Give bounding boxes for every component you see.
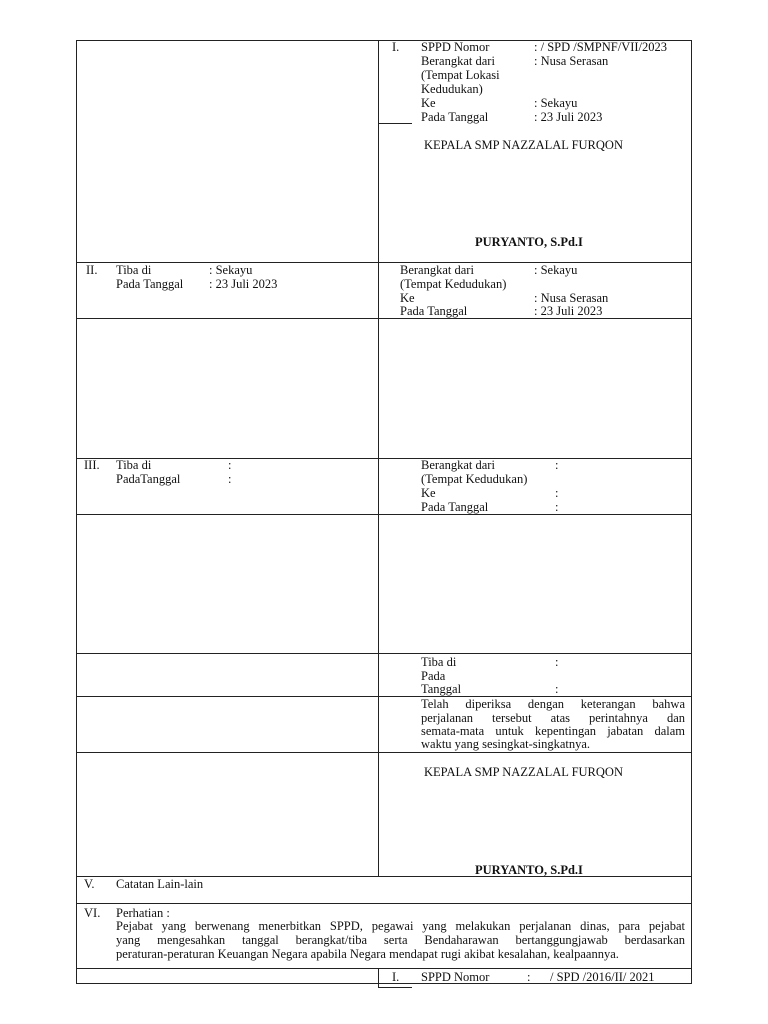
sec1-label-date: Pada Tanggal xyxy=(421,110,489,124)
sec2-label-date: Pada Tanggal xyxy=(116,277,184,291)
sec2-label-to: Ke xyxy=(400,291,415,305)
sec1-value-to: : Sekayu xyxy=(534,96,578,110)
sec3-label-arrive: Tiba di xyxy=(116,458,152,472)
sec6-line-1: Pejabat yang berwenang menerbitkan SPPD, pegawai yang melakukan perjalanan dinas, para pejabat xyxy=(116,919,685,933)
sec4-statement-line-3: semata-mata untuk kepentingan jabatan dalam xyxy=(421,724,685,738)
sec1-roman: I. xyxy=(392,40,400,54)
next-value: / SPD /2016/II/ 2021 xyxy=(550,970,655,984)
rule-sec1-label-underline xyxy=(378,123,412,124)
sec1-label-domicile: Kedudukan) xyxy=(421,82,483,96)
sec4-statement-line-1: Telah diperiksa dengan keterangan bahwa xyxy=(421,697,685,711)
sec2-label-depart-date: Pada Tanggal xyxy=(400,304,468,318)
sec5-roman: V. xyxy=(84,877,95,891)
sec4-statement-line-4: waktu yang sesingkat-singkatnya. xyxy=(421,737,591,751)
sec4-value-date: : xyxy=(555,682,559,696)
sec3-label-place: (Tempat Kedudukan) xyxy=(421,472,528,486)
sec2-value-depart-date: : 23 Juli 2023 xyxy=(534,304,603,318)
sec6-roman: VI. xyxy=(84,906,101,920)
sec2-label-arrive: Tiba di xyxy=(116,263,152,277)
sec2-value-arrive: : Sekayu xyxy=(209,263,253,277)
sec3-label-depart-date: Pada Tanggal xyxy=(421,500,489,514)
sec4-label-arrive: Tiba di xyxy=(421,655,457,669)
rule-left xyxy=(76,40,77,984)
rule-sec2-body xyxy=(76,318,692,319)
sec1-signer-name: PURYANTO, S.Pd.I xyxy=(475,235,583,249)
rule-sec3-body xyxy=(76,514,692,515)
sec2-value-depart: : Sekayu xyxy=(534,263,578,277)
sec3-label-depart: Berangkat dari xyxy=(421,458,495,472)
rule-middle-upper xyxy=(378,40,379,876)
sec1-label-to: Ke xyxy=(421,96,436,110)
sec1-value-from: : Nusa Serasan xyxy=(534,54,609,68)
sec2-value-date: : 23 Juli 2023 xyxy=(209,277,278,291)
sec1-label-from: Berangkat dari xyxy=(421,54,495,68)
sec4-statement-line-2: perjalanan tersebut atas perintahnya dan xyxy=(421,711,685,725)
sec4-label-date: Tanggal xyxy=(421,682,462,696)
sec6-line-2: yang mengesahkan tanggal berangkat/tiba serta Bendaharawan bertanggungjawab berdasarkan xyxy=(116,933,685,947)
rule-sec4-sign xyxy=(76,752,692,753)
sec4-value-arrive: : xyxy=(555,655,559,669)
rule-right xyxy=(691,40,692,984)
sec2-label-depart: Berangkat dari xyxy=(400,263,474,277)
next-colon: : xyxy=(527,970,531,984)
sec1-value-date: : 23 Juli 2023 xyxy=(534,110,603,124)
rule-sec4-top xyxy=(76,653,692,654)
sec4-signer-name: PURYANTO, S.Pd.I xyxy=(475,863,583,877)
next-roman: I. xyxy=(392,970,400,984)
sec1-value-number: : / SPD /SMPNF/VII/2023 xyxy=(534,40,668,54)
rule-sec6-bottom xyxy=(76,968,692,969)
next-label: SPPD Nomor xyxy=(421,970,490,984)
rule-sec3-top xyxy=(76,458,692,459)
rule-sec6-top xyxy=(76,903,692,904)
rule-next-underline xyxy=(378,987,412,988)
sec3-label-date: PadaTanggal xyxy=(116,472,181,486)
sec1-label-number: SPPD Nomor xyxy=(421,40,490,54)
sec3-roman: III. xyxy=(84,458,100,472)
sec1-label-location: (Tempat Lokasi xyxy=(421,68,500,82)
sec4-signer-title: KEPALA SMP NAZZALAL FURQON xyxy=(424,765,623,779)
sec6-heading: Perhatian : xyxy=(116,906,170,920)
sec3-label-to: Ke xyxy=(421,486,436,500)
rule-middle-lower xyxy=(378,968,379,988)
sec3-value-date: : xyxy=(228,472,232,486)
sec2-roman: II. xyxy=(86,263,98,277)
sec5-label: Catatan Lain-lain xyxy=(116,877,204,891)
sec2-label-place: (Tempat Kedudukan) xyxy=(400,277,507,291)
rule-sec2-top xyxy=(76,262,692,263)
sec1-signer-title: KEPALA SMP NAZZALAL FURQON xyxy=(424,138,623,152)
sec3-value-depart: : xyxy=(555,458,559,472)
sec2-value-to: : Nusa Serasan xyxy=(534,291,609,305)
sec6-line-3: peraturan-peraturan Keuangan Negara apabila Negara mendapat rugi akibat kesalahan, kealpaannya. xyxy=(116,947,619,961)
sec3-value-arrive: : xyxy=(228,458,232,472)
sec4-label-on: Pada xyxy=(421,669,446,683)
sec3-value-to: : xyxy=(555,486,559,500)
sec3-value-depart-date: : xyxy=(555,500,559,514)
